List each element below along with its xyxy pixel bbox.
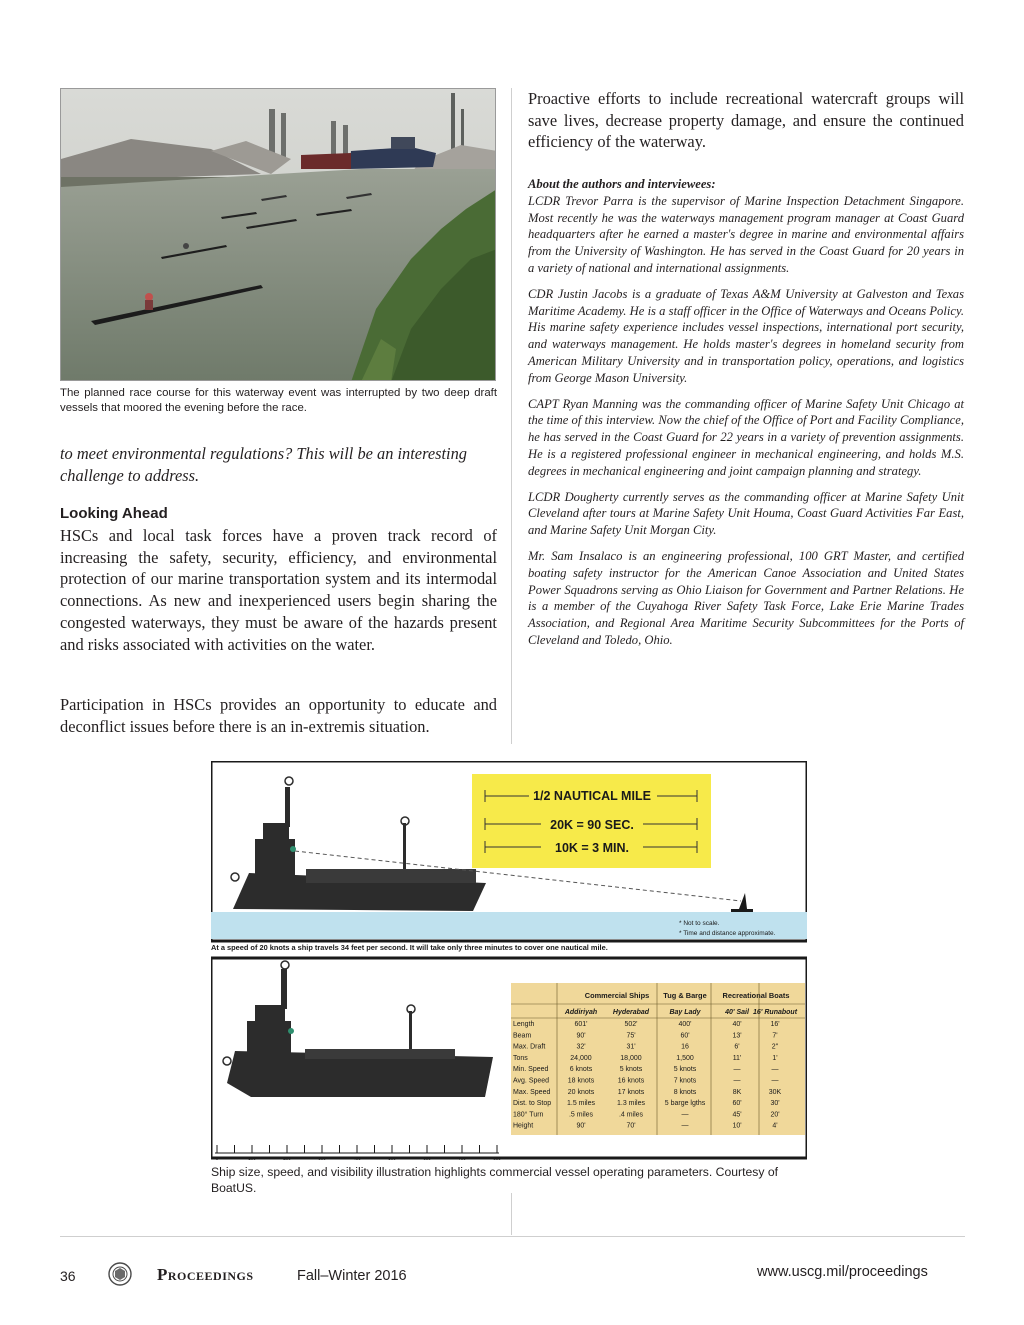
table-cell: 30' [770,1100,780,1108]
table-cell: 601' [574,1021,588,1028]
ruler-label: 100 [248,1156,256,1161]
river-race-photo [60,88,496,381]
table-row-label: Height [513,1122,534,1130]
bio-parra: LCDR Trevor Parra is the supervisor of Marine Inspection Detachment Singapore. Most recently he was the waterways management program manager at Coast Guard headquarters after he earned a master's degree in marine and environmental affairs from the University of Washington. He has served in the Coast Guard for 20 years in a variety of national and international assignments. [528,193,964,275]
table-cell: 18,000 [620,1054,642,1062]
lead-paragraph: Proactive efforts to include recreational watercraft groups will save lives, decrease property damage, and ensure the continued efficiency of the waterway. [528,89,964,152]
table-cell: 10' [732,1122,742,1130]
column-divider-lower [511,1193,512,1235]
table-cell: 11' [732,1054,742,1062]
table-cell: 1.5 miles [566,1100,596,1108]
ruler-label: 700 [458,1156,466,1161]
table-cell: 8 knots [673,1088,697,1096]
bio-dougherty: LCDR Dougherty currently serves as the commanding officer at Marine Safety Unit Cleveland after tours at Marine Safety Unit Houma, Coast Guard Activities Far East, and Marine Safety Unit Morgan City. [528,489,964,538]
looking-ahead-paragraph: HSCs and local task forces have a proven track record of increasing the safety, security, efficiency, and environmental protection of our marine transportation system and its intermodal connections. As new and inexperienced users begin sharing the congested waterways, they must be aware of the hazards present and risks associated with activities on the water. [60,526,497,654]
table-row-label: Length [513,1021,535,1028]
participation-paragraph: Participation in HSCs provides an opportunity to educate and deconflict issues before there is an in-extremis situation. [60,695,497,736]
table-cell: 1' [772,1054,778,1062]
table-cell: — [733,1066,741,1074]
ruler-label: 500 [388,1156,396,1161]
table-cell: 30K [768,1088,782,1096]
table-cell: 90' [576,1032,586,1040]
table-row-label: Avg. Speed [513,1077,550,1085]
table-group-header: Commercial Ships [584,991,650,1000]
table-cell: 4' [772,1122,778,1130]
ship-illustration-graphic [211,761,807,1161]
table-row-label: Max. Speed [513,1088,551,1096]
table-cell: — [771,1066,779,1074]
table-cell: 31' [626,1043,636,1051]
bio-insalaco: Mr. Sam Insalaco is an engineering professional, 100 GRT Master, and certified boating safety instructor for the American Canoe Association and United States Power Squadrons serving as Ohio Liaison for Government and Partner Relations. He is a member of the Cuyahoga River Safety Task Force, Lake Erie Marine Trades Association, and Regional Area Maritime Security Subcommittees for the Ports of Cleveland and Toledo, Ohio. [528,548,964,647]
table-cell: — [681,1122,689,1130]
vessel-table-bg [511,983,805,1135]
table-row-label: Beam [513,1032,532,1040]
table-cell: 1,500 [676,1054,694,1062]
table-cell: 17 knots [617,1088,645,1096]
author-bios [528,176,964,658]
uscg-seal-icon [108,1262,132,1286]
table-vessel-header: 16' Runabout [752,1009,798,1016]
ruler-label: 0 [215,1156,219,1161]
table-vessel-header: Addiriyah [564,1009,598,1016]
table-cell: — [733,1077,741,1085]
table-cell: 20 knots [567,1088,595,1096]
table-cell: 5 knots [673,1066,697,1074]
note-approx: * Time and distance approximate. [679,930,776,937]
sign-line-1: 1/2 NAUTICAL MILE [533,789,651,803]
issue-label: Fall–Winter 2016 [297,1268,407,1284]
bio-manning: CAPT Ryan Manning was the commanding officer of Marine Safety Unit Chicago at the time of this interview. Now the chief of the Office of Port and Facility Compliance, he has served in the Coast Guard for 22 years in a variety of prevention assignments. He is a registered professional engineer in mechanical engineering, and holds M.S. degrees in mechanical engineering and joint campaign planning and strategy. [528,396,964,478]
note-scale: * Not to scale. [679,920,720,927]
table-cell: .4 miles [618,1111,644,1119]
table-cell: 5 knots [619,1066,643,1074]
table-row-label: Tons [513,1054,528,1062]
table-cell: — [771,1077,779,1085]
table-cell: 502' [624,1021,638,1028]
table-cell: 2" [771,1043,779,1051]
table-cell: 13' [732,1032,742,1040]
table-cell: 18 knots [567,1077,595,1085]
table-vessel-header: 40' Sail [725,1009,749,1016]
page-number: 36 [60,1268,76,1284]
photo-caption: The planned race course for this waterway event was interrupted by two deep draft vessels that moored the evening before the race. [60,387,497,414]
table-row-label: Max. Draft [513,1043,546,1051]
table-cell: 400' [678,1021,692,1028]
ruler-label: 800 [493,1156,501,1161]
table-cell: 1.3 miles [616,1100,646,1108]
ruler-label: 200 [283,1156,291,1161]
ruler-label: 600 [423,1156,431,1161]
river-photo-graphic [61,89,496,381]
table-cell: 45' [732,1111,742,1119]
table-vessel-header: Hyderabad [612,1009,650,1016]
website-url: www.uscg.mil/proceedings [757,1264,928,1280]
continuation-text: to meet environmental regulations? This will be an interesting challenge to address. [60,444,467,485]
bio-heading: About the authors and interviewees: [528,177,716,191]
illustration-caption: Ship size, speed, and visibility illustration highlights commercial vessel operating parameters. Courtesy of BoatUS. [211,1165,778,1195]
table-cell: 60' [680,1032,690,1040]
table-cell: 7' [772,1032,778,1040]
table-cell: 75' [626,1032,636,1040]
table-cell: 24,000 [570,1054,592,1062]
table-cell: 20' [770,1111,780,1119]
speed-banner: At a speed of 20 knots a ship travels 34 feet per second. It will take only three minutes to cover one nautical mile. [211,943,608,952]
table-cell: 32' [576,1043,586,1051]
table-row-label: 180° Turn [513,1111,544,1119]
table-group-header: Tug & Barge [663,991,707,1000]
sign-line-3: 10K = 3 MIN. [555,841,629,855]
ship-illustration [211,761,807,1161]
ruler-label: 400 [353,1156,361,1161]
table-cell: 40' [732,1021,742,1028]
table-cell: 90' [576,1122,586,1130]
column-divider [511,88,512,744]
ruler-label: 300 [318,1156,326,1161]
table-cell: — [681,1111,689,1119]
section-heading: Looking Ahead [60,505,168,522]
sign-line-2: 20K = 90 SEC. [550,818,634,832]
table-cell: 6' [734,1043,740,1051]
table-cell: 16' [770,1021,780,1028]
table-cell: 16 knots [617,1077,645,1085]
table-cell: 5 barge lgths [664,1100,706,1108]
bio-jacobs: CDR Justin Jacobs is a graduate of Texas A&M University at Galveston and Texas Maritime Academy. He is a staff officer in the Office of Waterways and Oceans Policy. His marine safety experience includes vessel inspections, international port security, and waterways management. He holds master's degrees in homeland security from American Military University and in transportation policy, operations, and logistics from George Mason University. [528,286,964,385]
footer-rule [60,1236,965,1237]
table-cell: 6 knots [569,1066,593,1074]
table-cell: .5 miles [568,1111,594,1119]
table-cell: 7 knots [673,1077,697,1085]
table-row-label: Min. Speed [513,1066,549,1074]
table-vessel-header: Bay Lady [669,1009,701,1016]
table-group-header: Recreational Boats [722,991,790,1000]
table-cell: 16 [681,1043,689,1051]
table-row-label: Dist. to Stop [513,1100,552,1108]
publication-title: Proceedings [157,1265,254,1284]
table-cell: 60' [732,1100,742,1108]
table-cell: 70' [626,1122,636,1130]
table-cell: 8K [732,1088,742,1096]
